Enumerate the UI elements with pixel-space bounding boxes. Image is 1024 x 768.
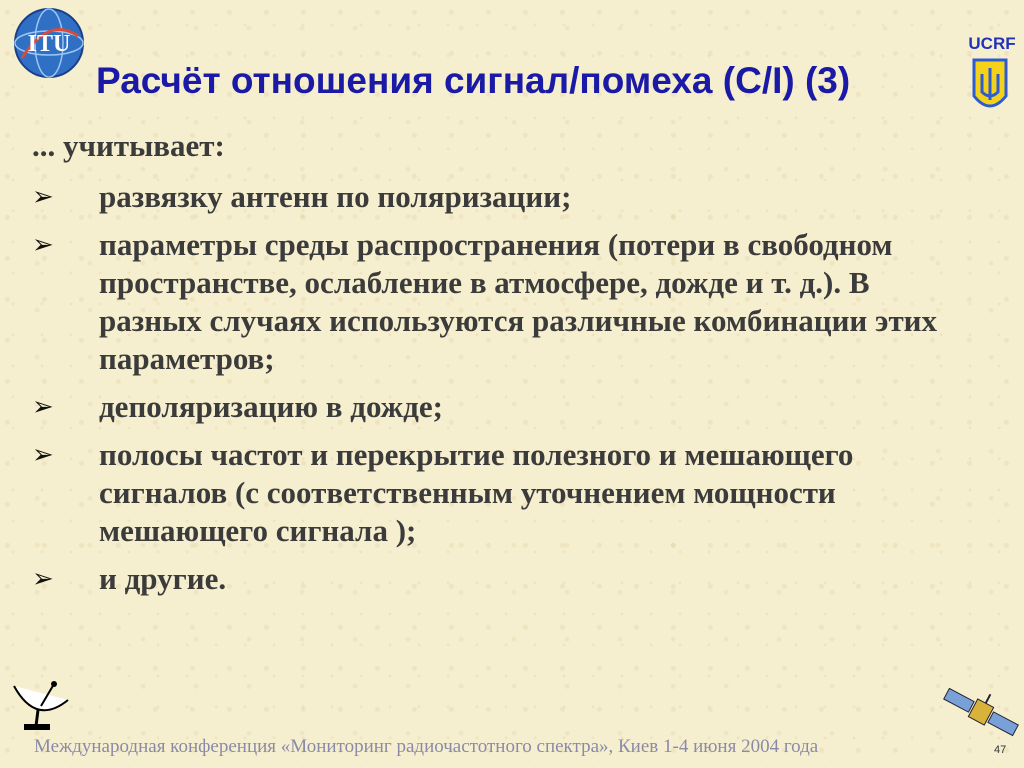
- intro-text: ... учитывает:: [32, 128, 225, 163]
- arrow-bullet-icon: ➢: [32, 182, 54, 212]
- satellite-icon: [940, 684, 1022, 740]
- list-item: [32, 436, 962, 550]
- slide-title: Расчёт отношения сигнал/помеха (C/I) (3): [96, 60, 851, 101]
- list-item: [32, 226, 962, 378]
- arrow-bullet-icon: ➢: [32, 564, 54, 594]
- arrow-bullet-icon: ➢: [32, 440, 54, 470]
- list-item: [32, 388, 962, 426]
- page-number: 47: [994, 744, 1007, 756]
- itu-logo-text: ITU: [27, 31, 71, 57]
- footer-conference: Международная конференция «Мониторинг радиочастотного спектра», Киев 1-4 июня 2004 года: [34, 736, 819, 757]
- arrow-bullet-icon: ➢: [32, 230, 54, 260]
- bullet-text: деполяризацию в дожде;: [99, 389, 443, 424]
- list-item: [32, 560, 962, 598]
- bullet-text: и другие.: [99, 561, 227, 596]
- bullet-list: [32, 178, 962, 608]
- list-item: [32, 178, 962, 216]
- ucrf-label: UCRF: [968, 34, 1016, 53]
- bullet-text: параметры среды распространения (потери в свободном пространстве, ослабление в атмосфере, дожде и т. д.). В разных случаях используются различные комбинации этих параметров;: [99, 227, 938, 376]
- satellite-dish-icon: [6, 676, 76, 732]
- bullet-text: развязку антенн по поляризации;: [99, 179, 572, 214]
- ucrf-emblem-icon: [960, 34, 1020, 118]
- bullet-text: полосы частот и перекрытие полезного и мешающего сигналов (с соответственным уточнением мощности мешающего сигнала );: [99, 437, 854, 548]
- arrow-bullet-icon: ➢: [32, 392, 54, 422]
- itu-logo: [12, 6, 86, 80]
